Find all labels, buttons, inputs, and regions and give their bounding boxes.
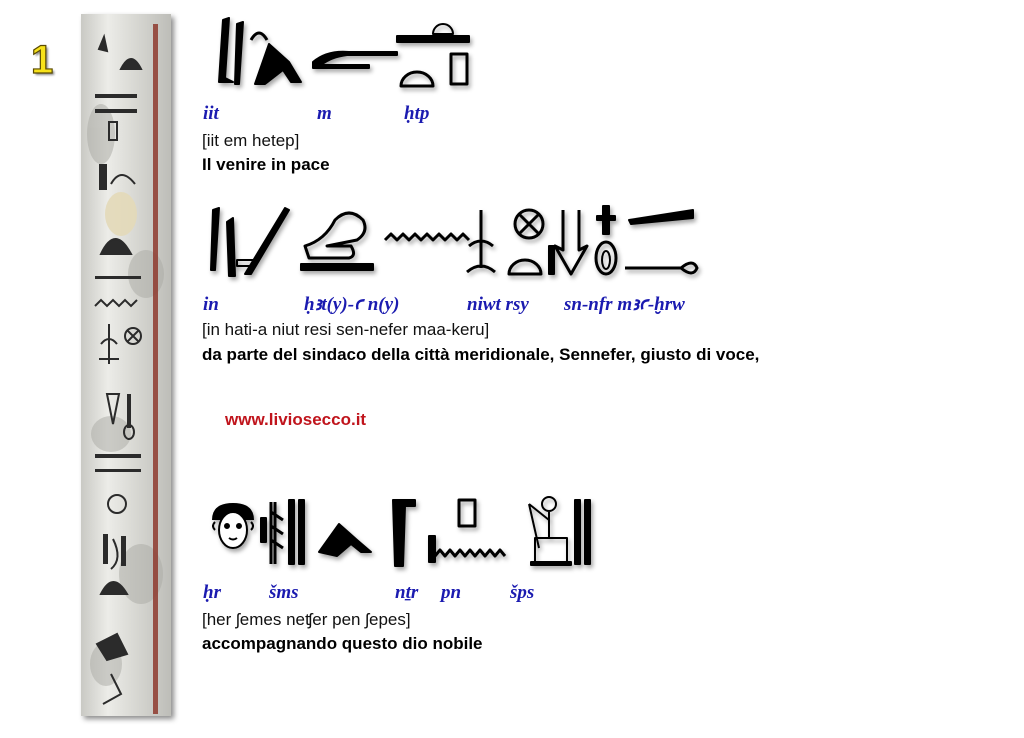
transliteration-word: niwt rsy (467, 294, 529, 315)
pronunciation: [in hati-a niut resi sen-nefer maa-keru] (202, 320, 490, 339)
transliteration-word: iit (203, 103, 219, 124)
transliteration-word: sn-nfr mꜣꜥ-ḫrw (564, 294, 685, 315)
transliteration-word: šps (510, 582, 535, 603)
transliteration-word: nṯr (395, 582, 419, 603)
stone-stele-column-icon (81, 14, 171, 716)
translation: da parte del sindaco della città meridionale, Sennefer, giusto di voce, (202, 345, 760, 364)
pronunciation: [her ʃemes neʧer pen ʃepes] (202, 610, 411, 629)
pronunciation: [iit em hetep] (202, 131, 300, 150)
hieroglyph-group-hr-sms-ntr-pn-sps-icon (205, 492, 595, 572)
transliteration-word: ḥꜣt(y)-ꜥ n(y) (304, 294, 400, 315)
page-number: 1 (31, 38, 54, 82)
transliteration-word: in (203, 294, 219, 315)
transliteration-word: ḥtp (404, 103, 430, 124)
hieroglyph-group-in-hati-a-niwt-rsy-sn-nfr-icon (205, 202, 705, 282)
hieroglyph-group-iit-m-htp-icon (205, 14, 475, 94)
translation: Il venire in pace (202, 155, 330, 174)
transliteration-word: ḥr (203, 582, 221, 603)
transliteration-word: pn (441, 582, 462, 603)
translation: accompagnando questo dio nobile (202, 634, 483, 653)
transliteration-word: šms (269, 582, 299, 603)
hieroglyph-row-2 (205, 202, 705, 282)
transliteration-word: m (317, 103, 332, 124)
website-link[interactable]: www.liviosecco.it (225, 410, 367, 429)
hieroglyph-row-3 (205, 492, 595, 572)
stele-image (81, 14, 171, 716)
hieroglyph-row-1 (205, 14, 475, 94)
